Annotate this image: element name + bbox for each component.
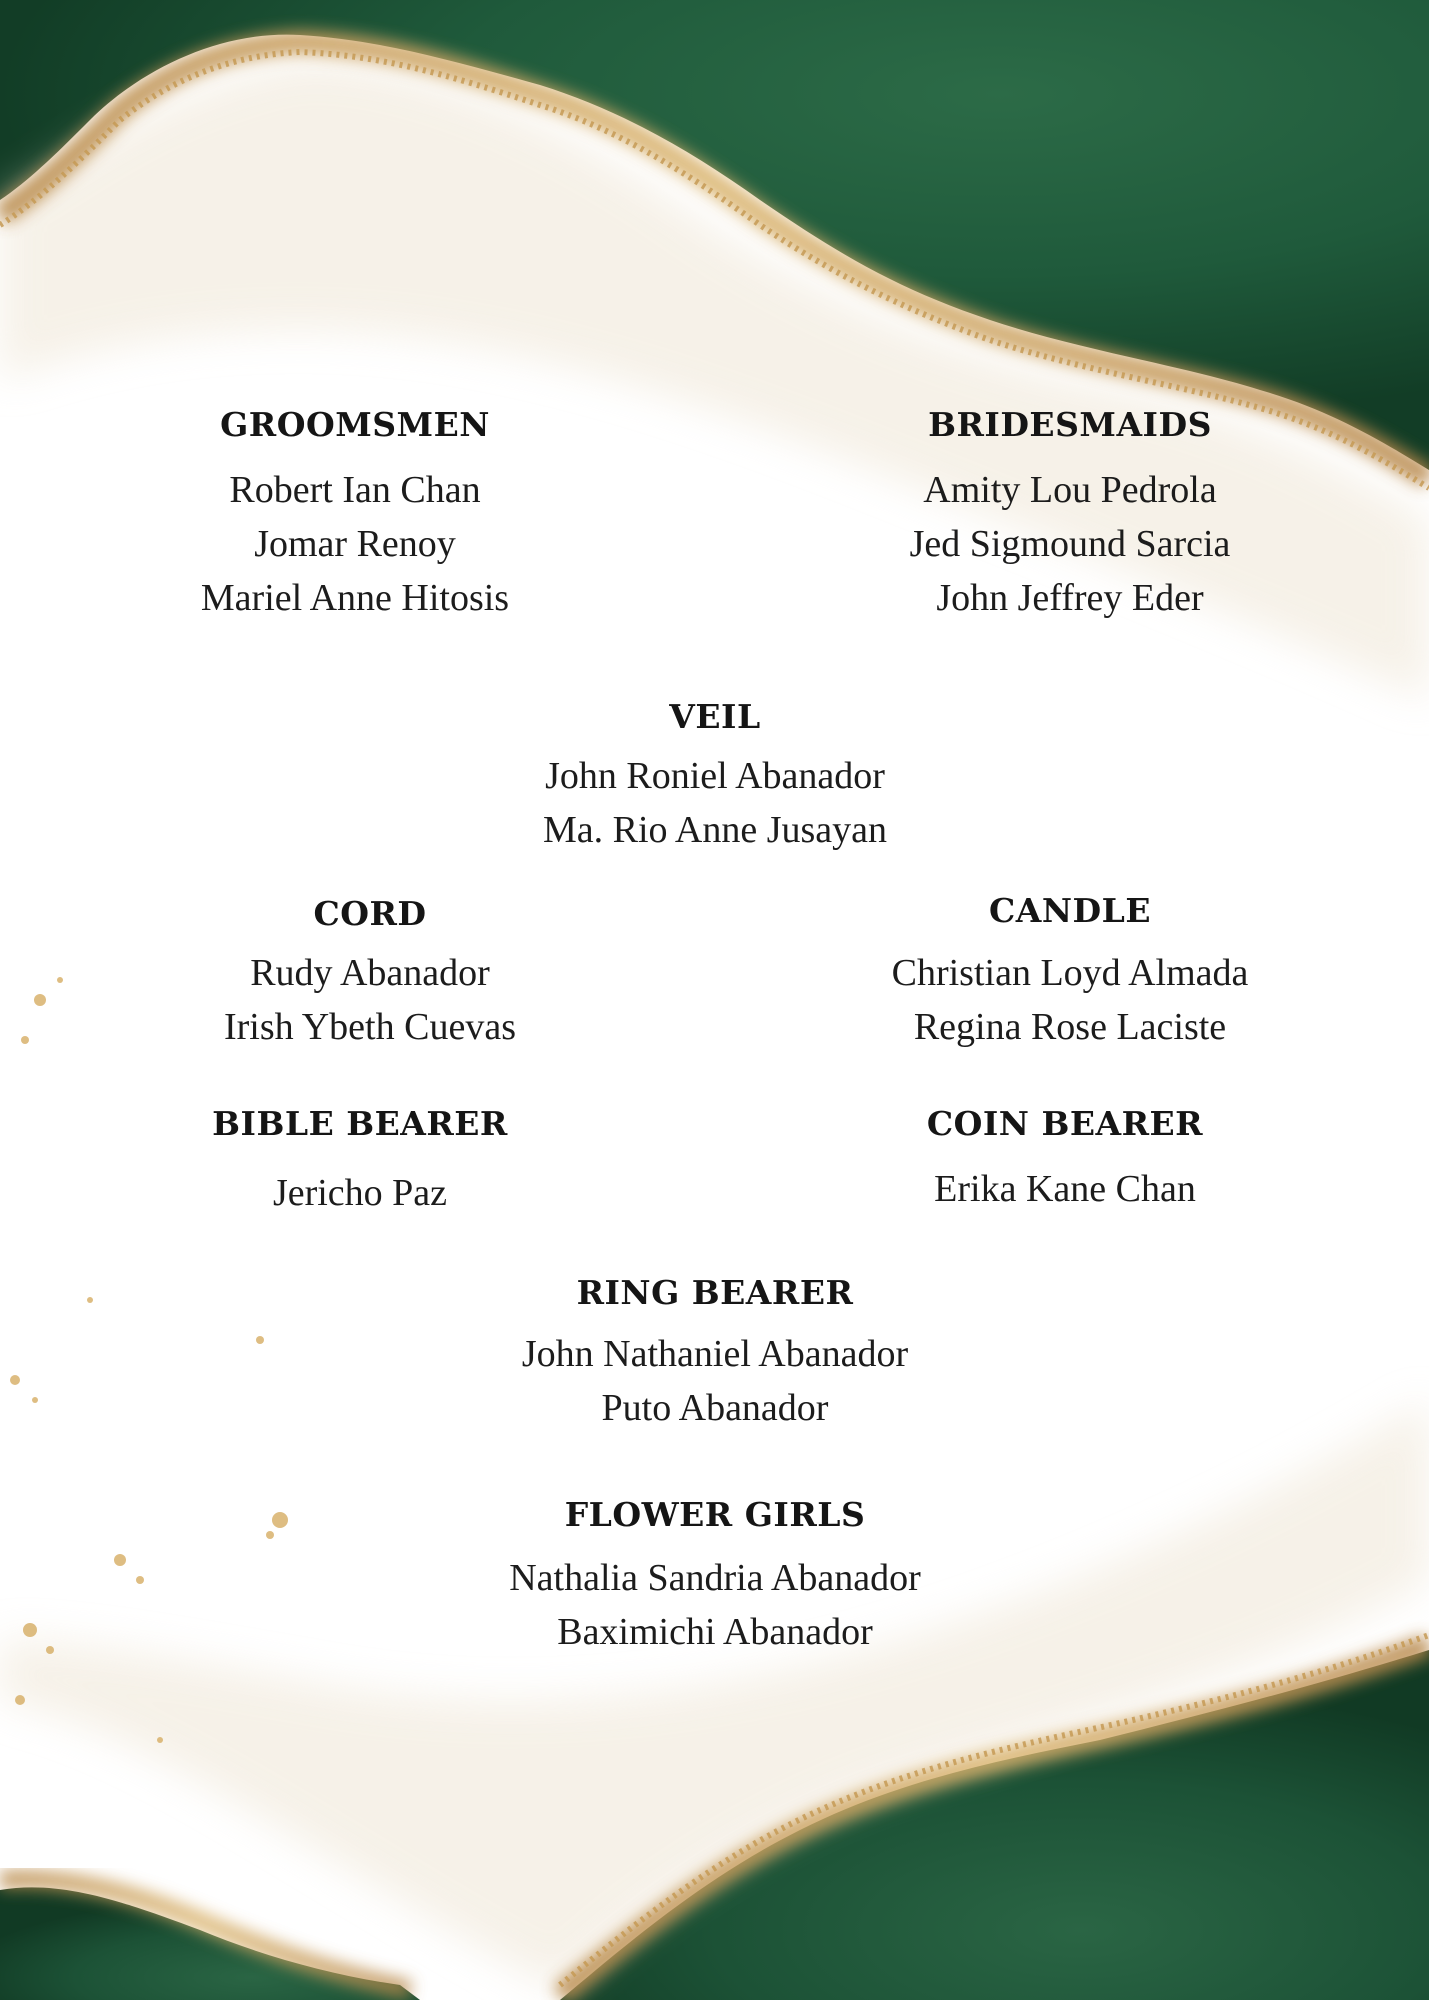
- bridesmaid-name: Jed Sigmound Sarcia: [909, 523, 1231, 565]
- ring-bearer-name: Puto Abanador: [601, 1387, 829, 1429]
- bible-bearer-section: [170, 1104, 550, 1220]
- groomsmen-section: [150, 405, 560, 625]
- candle-section: [860, 891, 1280, 1054]
- bridesmaid-name: Amity Lou Pedrola: [923, 469, 1217, 511]
- cord-name: Irish Ybeth Cuevas: [224, 1006, 516, 1048]
- ring-bearer-name: John Nathaniel Abanador: [521, 1333, 909, 1375]
- coin-bearer-heading: COIN BEARER: [926, 1104, 1204, 1143]
- flower-girls-section: [480, 1495, 950, 1659]
- groomsman-name: Jomar Renoy: [254, 523, 456, 565]
- bridesmaid-name: John Jeffrey Eder: [936, 577, 1204, 619]
- bible-bearer-heading: BIBLE BEARER: [212, 1104, 508, 1143]
- coin-bearer-section: [860, 1104, 1270, 1216]
- flower-girl-name: Baximichi Abanador: [557, 1611, 873, 1653]
- candle-heading: CANDLE: [988, 891, 1151, 930]
- bible-bearer-name: Jericho Paz: [272, 1172, 448, 1214]
- groomsmen-heading: GROOMSMEN: [220, 405, 490, 444]
- cord-heading: CORD: [313, 894, 427, 933]
- groomsman-name: Robert Ian Chan: [229, 469, 481, 511]
- veil-section: [500, 697, 930, 857]
- bridesmaids-section: [860, 405, 1280, 625]
- veil-name: John Roniel Abanador: [545, 755, 885, 797]
- coin-bearer-name: Erika Kane Chan: [934, 1168, 1196, 1210]
- candle-name: Christian Loyd Almada: [891, 952, 1249, 994]
- ring-bearer-heading: RING BEARER: [576, 1273, 854, 1312]
- ring-bearer-section: [490, 1273, 940, 1435]
- groomsman-name: Mariel Anne Hitosis: [200, 577, 510, 619]
- veil-heading: VEIL: [669, 697, 761, 736]
- flower-girl-name: Nathalia Sandria Abanador: [509, 1557, 921, 1599]
- cord-name: Rudy Abanador: [250, 952, 490, 994]
- flower-girls-heading: FLOWER GIRLS: [564, 1495, 866, 1534]
- bridesmaids-heading: BRIDESMAIDS: [928, 405, 1212, 444]
- candle-name: Regina Rose Laciste: [913, 1006, 1227, 1048]
- cord-section: [170, 894, 570, 1054]
- veil-name: Ma. Rio Anne Jusayan: [542, 809, 888, 851]
